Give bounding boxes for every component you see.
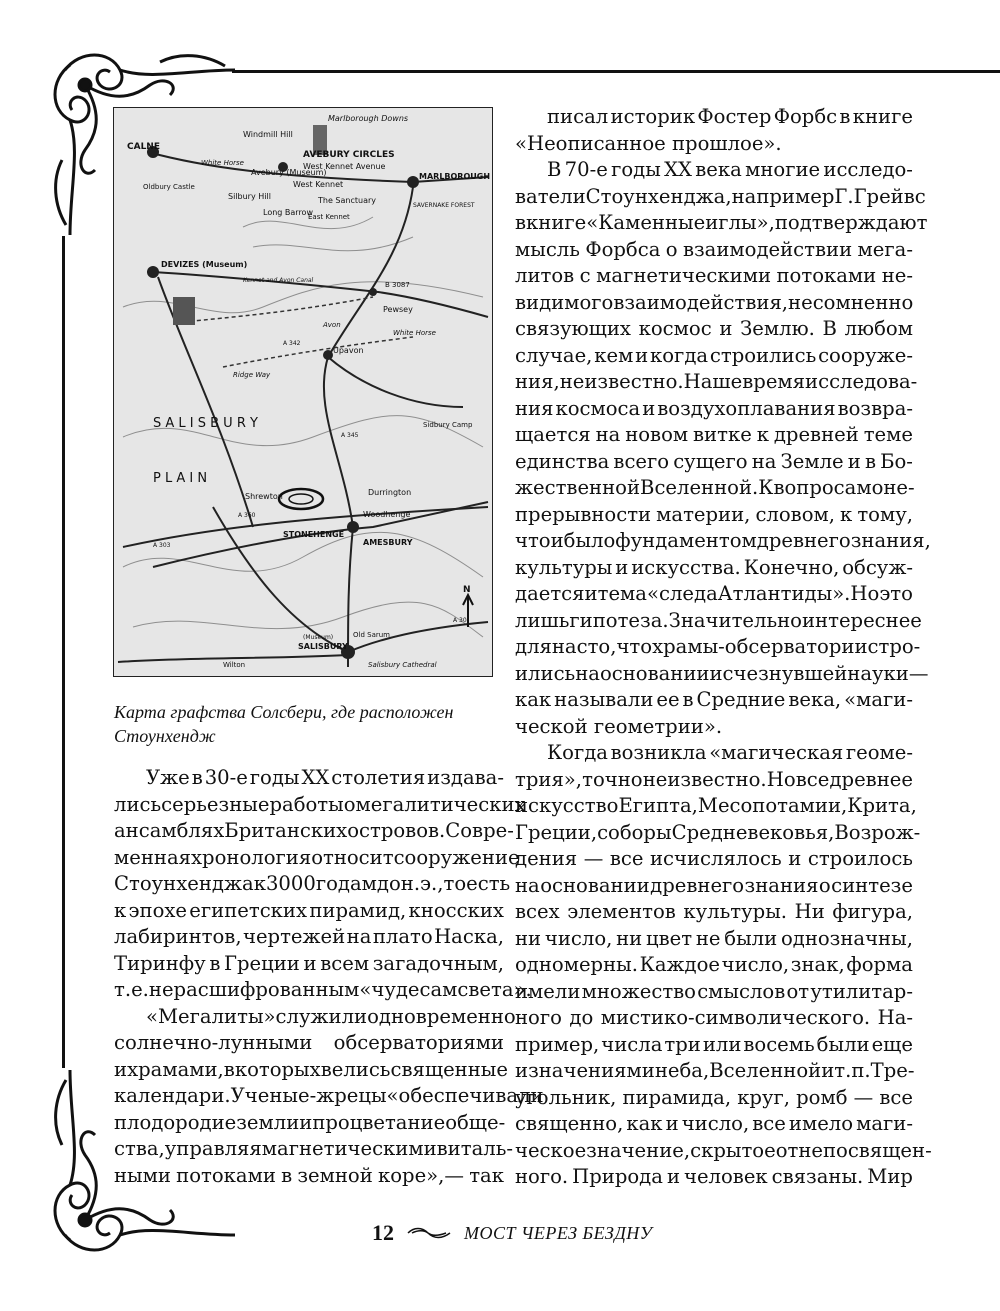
map-label: Windmill Hill [243, 130, 293, 139]
text-line: ни число, ни цвет не были однозначны, [515, 926, 913, 950]
text-line: ватели Стоунхенджа, например Г. Грейвс [515, 184, 926, 208]
text-line: угольник, пирамида, круг, ромб — все [515, 1085, 913, 1109]
map-label: East Kennet [308, 213, 350, 221]
text-line: всех элементов культуры. Ни фигура, [515, 900, 913, 923]
text-line: к эпохе египетских пирамид, кносских [114, 898, 504, 922]
text-line: дения — все исчислялось и строилось [515, 847, 913, 870]
text-line: для нас то, что храмы-обсерватории стро- [515, 635, 921, 658]
text-line: дается и тема «следа Атлантиды». Но это [515, 582, 913, 605]
text-line: пример, числа три или восемь были еще [515, 1032, 913, 1056]
text-line: в книге «Каменные иглы», подтверждают [515, 211, 928, 234]
text-line: ческое значение, скрытое от непосвящен- [515, 1138, 932, 1162]
running-title: МОСТ ЧЕРЕЗ БЕЗДНУ [464, 1222, 653, 1243]
text-line: Когда возникла «магическая геоме- [547, 741, 913, 764]
text-line: священно, как и число, все имело маги- [515, 1112, 913, 1135]
left-text-column [114, 765, 544, 1189]
map-label: Salisbury Cathedral [368, 661, 437, 669]
map-label: AVEBURY CIRCLES [303, 150, 395, 160]
map-label: Silbury Hill [228, 192, 271, 201]
text-line: «Неописанное прошлое». [515, 131, 782, 155]
map-label: SALISBURY [298, 642, 348, 651]
map-caption [114, 700, 504, 748]
caption-line: Карта графства Солсбери, где расположен [114, 702, 454, 722]
map-label: A 303 [153, 542, 171, 549]
text-line: связующих космос и Землю. В любом [515, 317, 913, 340]
map-label: Upavon [333, 346, 364, 355]
map-label: Oldbury Castle [143, 183, 195, 191]
text-line: ния космоса и воздухоплавания возвра- [515, 396, 913, 420]
flourish-icon [406, 1226, 452, 1240]
text-line: случае, кем и когда строились сооруже- [515, 343, 913, 367]
map-label: Sidbury Camp [423, 421, 473, 429]
caption-line: Стоунхендж [114, 726, 216, 746]
map-label: Kennet and Avon Canal [243, 277, 314, 284]
text-line: одномерны. Каждое число, знак, форма [515, 953, 913, 976]
map-label: A 360 [238, 512, 256, 519]
text-line: жественной Вселенной. К вопросам о не- [515, 476, 915, 499]
map-label: Wilton [223, 661, 246, 669]
text-line: ного до мистико-символического. На- [515, 1006, 913, 1029]
text-line: ились на основании исчезнувшей науки — [515, 661, 929, 685]
map-label: Ridge Way [233, 371, 271, 379]
map-label: Avon [323, 321, 341, 329]
text-line: литов с магнетическими потоками не- [515, 264, 913, 287]
text-line: и храмами, в которых велись священные [114, 1057, 508, 1081]
map-label: Avebury (Museum) [251, 168, 327, 177]
text-line: солнечно-лунными обсерваториями [114, 1031, 504, 1054]
map-label: A 342 [283, 340, 301, 347]
map-label: CALNE [127, 142, 160, 152]
text-line: «Мегалиты» служили одновременно [146, 1004, 516, 1028]
text-line: мысль Форбса о взаимодействии мега- [515, 237, 913, 261]
text-line: ства, управляя магнетическими виталь- [114, 1137, 514, 1160]
text-line: писал историк Фостер Форбс в книге [547, 105, 913, 128]
text-line: календари. Ученые-жрецы «обеспечивали [114, 1084, 544, 1107]
text-line: Стоунхенджа к 3000 годам до н.э., то есть [114, 872, 511, 895]
text-line: В 70-е годы XX века многие исследо- [547, 158, 913, 181]
text-line: единства всего сущего на Земле и в Бо- [515, 449, 913, 473]
text-line: Уже в 30-е годы XX столетия издава- [146, 766, 504, 789]
map-label: West Kennet [293, 180, 344, 189]
map-label: White Horse [201, 159, 244, 167]
page-footer [372, 1218, 652, 1248]
text-line: ния, неизвестно. Наше время исследова- [515, 370, 918, 393]
text-line: щается на новом витке к древней теме [515, 423, 913, 446]
text-line: видимого взаимодействия, несомненно [515, 290, 914, 314]
map-label: P L A I N [153, 471, 208, 486]
left-rule [62, 236, 65, 1068]
text-line: на основании древнего знания о синтезе [515, 873, 913, 897]
page-number: 12 [372, 1220, 394, 1245]
text-line: лись серьезные работы о мегалитических [114, 792, 526, 816]
map-label: White Horse [393, 329, 436, 337]
text-line: прерывности материи, словом, к тому, [515, 502, 913, 526]
right-text-column [515, 104, 932, 1191]
text-line: плодородие земли и процветание обще- [114, 1110, 506, 1134]
map-label: (Museum) [303, 634, 334, 641]
map-label: S A L I S B U R Y [153, 416, 258, 431]
map-label: MARLBOROUGH [419, 172, 491, 181]
map-label: Durrington [368, 488, 412, 497]
text-line: имели множество смыслов от утилитар- [515, 979, 913, 1003]
map-label: Shrewton [245, 492, 283, 501]
text-line: Тиринфу в Греции и всем загадочным, [114, 951, 504, 975]
map-label: B 3087 [385, 281, 410, 289]
text-line: трия», точно неизвестно. Но все древнее [515, 767, 913, 791]
text-line: лабиринтов, чертежей на плато Наска, [114, 925, 504, 948]
map-label: A 345 [341, 432, 359, 439]
salisbury-map [113, 107, 493, 677]
map-label: Pewsey [383, 305, 413, 314]
text-line: т.е. нерасшифрованным «чудесам света». [114, 978, 532, 1001]
text-line: ансамблях Британских островов. Совре- [114, 819, 514, 842]
text-line: как называли ее в Средние века, «маги- [515, 688, 913, 711]
text-line: ными потоками в земной коре»,— так [114, 1163, 504, 1187]
map-label: The Sanctuary [318, 196, 377, 205]
text-line: ного. Природа и человек связаны. Мир [515, 1165, 913, 1188]
map-label: Long Barrow [263, 208, 313, 217]
map-label: N [463, 585, 471, 595]
map-label: DEVIZES (Museum) [161, 260, 248, 269]
text-line: Греции, соборы Средневековья, Возрож- [515, 820, 921, 844]
text-line: культуры и искусства. Конечно, обсуж- [515, 555, 913, 579]
map-label: A 30 [453, 617, 467, 624]
map-label: Marlborough Downs [328, 114, 409, 123]
map-label: STONEHENGE [283, 530, 345, 539]
text-line: лишь гипотеза. Значительно интереснее [515, 608, 922, 632]
text-line: что и было фундаментом древнего знания, [515, 529, 931, 552]
text-line: менная хронология относит сооружение [114, 845, 520, 869]
map-label: West Kennet Avenue [303, 162, 386, 171]
map-label: Old Sarum [353, 631, 390, 639]
text-line: и значениями неба, Вселенной и т.п. Тре- [515, 1059, 915, 1082]
top-rule [232, 70, 1000, 73]
map-label: Woodhenge [363, 510, 411, 519]
map-label: AMESBURY [363, 538, 413, 547]
map-label: SAVERNAKE FOREST [413, 202, 475, 209]
text-line: искусство Египта, Месопотамии, Крита, [515, 794, 917, 817]
text-line: ческой геометрии». [515, 714, 723, 738]
